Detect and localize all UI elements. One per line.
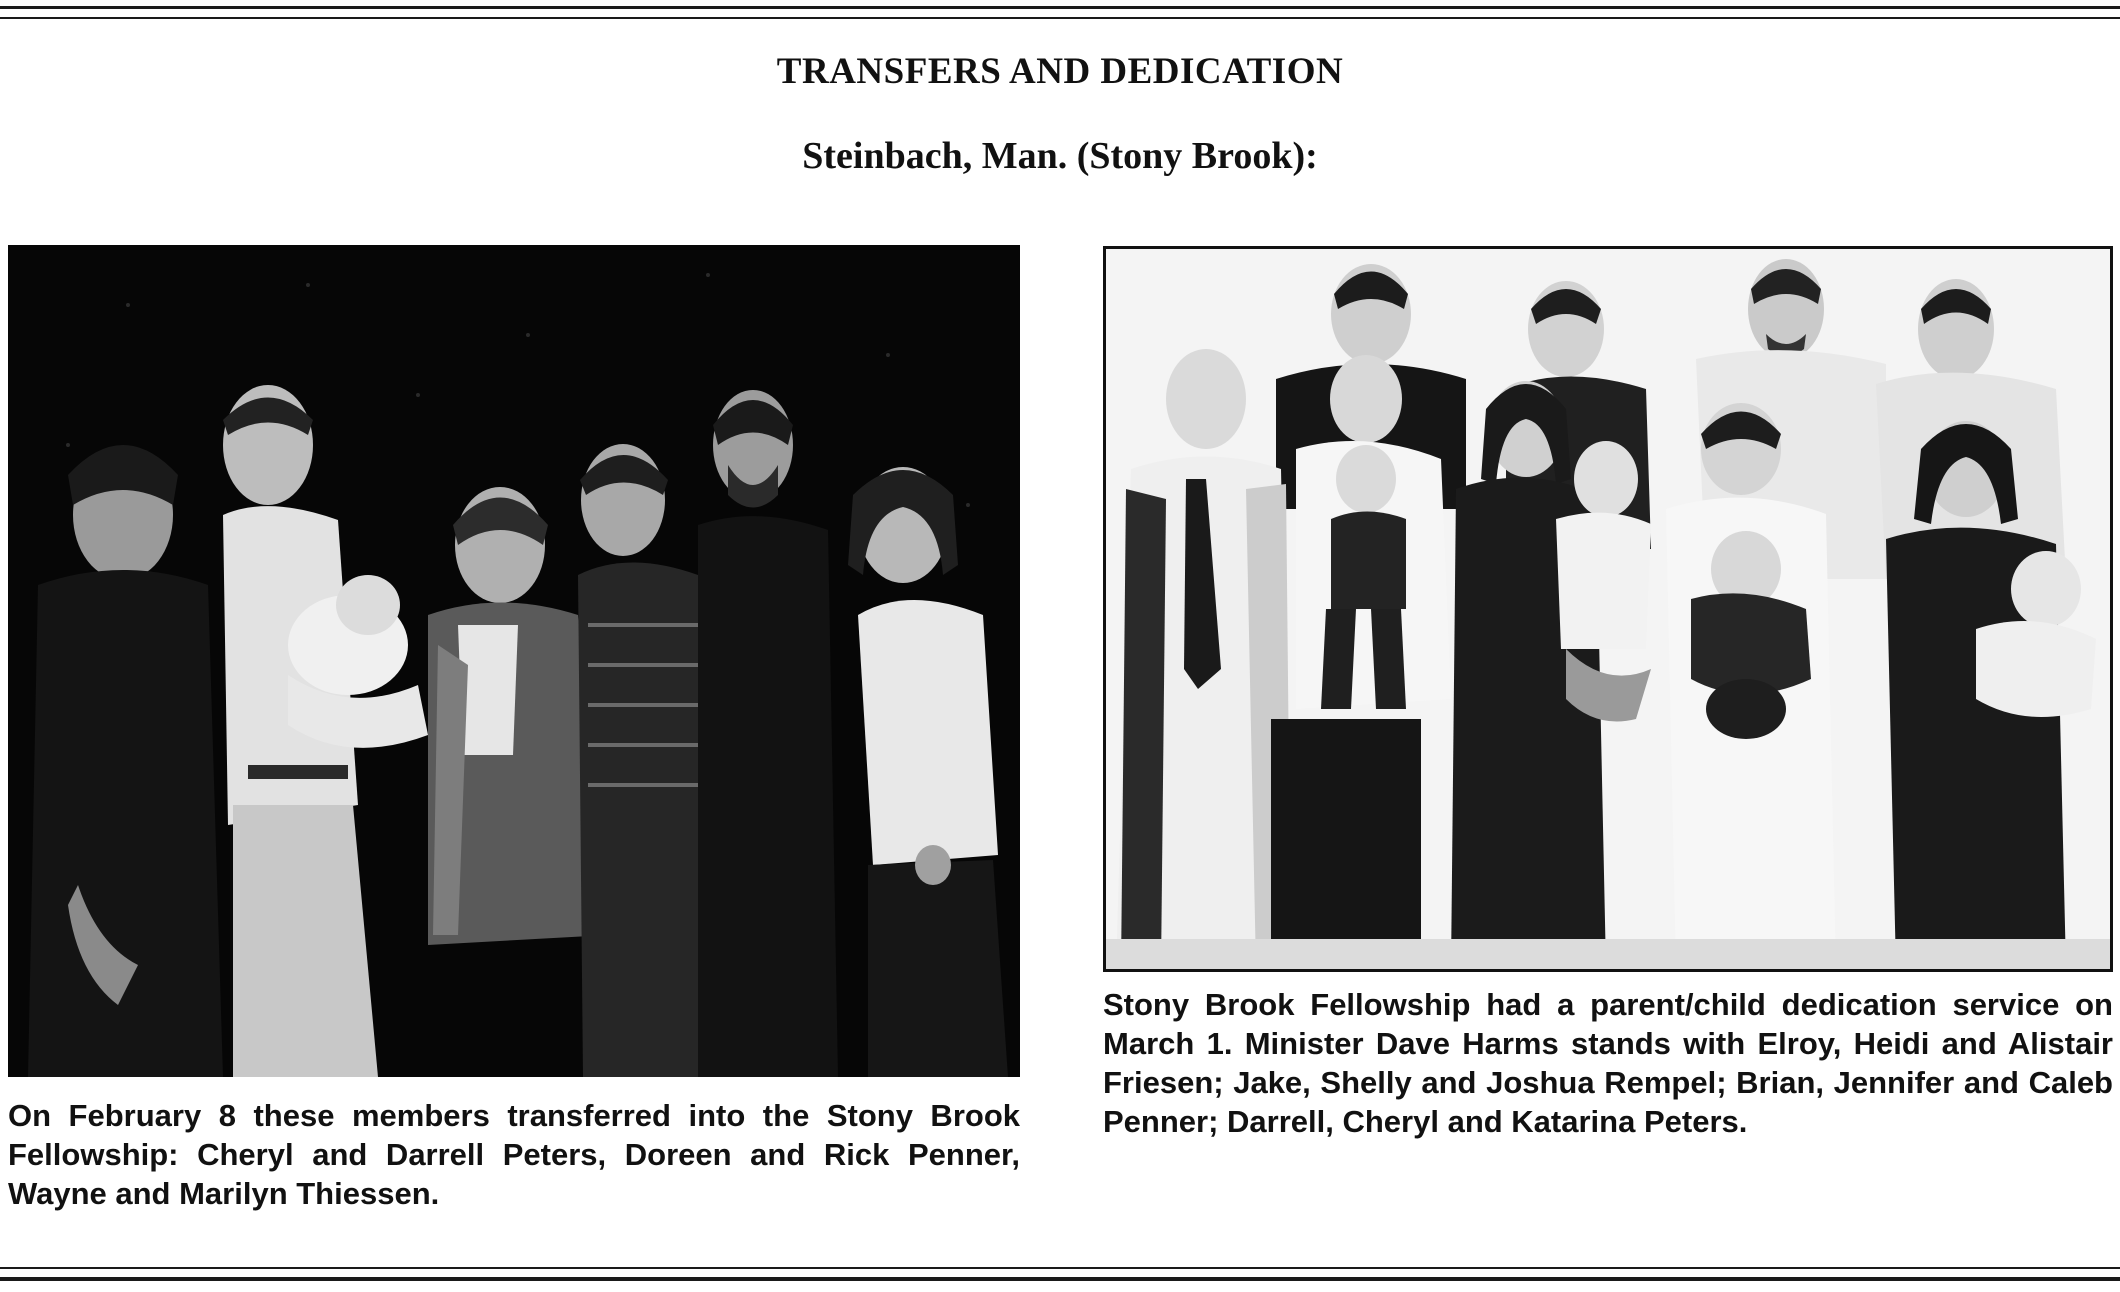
transfer-photo-caption: On February 8 these members transferred into the Stony Brook Fellowship: Cheryl and Darrell Peters, Doreen and Rick Penner, Wayne and Marilyn Thiessen.: [8, 1098, 1020, 1211]
top-rule-thick: [0, 6, 2120, 9]
dedication-photo-caption: Stony Brook Fellowship had a parent/child dedication service on March 1. Minister Dave Harms stands with Elroy, Heidi and Alistair Friesen; Jake, Shelly and Joshua Rempel; Brian, Jennifer and Caleb Penner; Darrell, Cheryl and Katarina Peters.: [1103, 987, 2113, 1139]
transfer-group-photo-image: [8, 245, 1020, 1077]
transfer-group-photo: [8, 245, 1020, 1077]
bottom-rule-thin: [0, 1267, 2120, 1269]
bottom-rule-thick: [0, 1277, 2120, 1281]
dedication-group-photo-image: [1106, 249, 2110, 969]
article-subtitle: Steinbach, Man. (Stony Brook):: [802, 135, 1318, 177]
top-rule-thin: [0, 17, 2120, 19]
dedication-group-photo: [1103, 246, 2113, 972]
article-title: TRANSFERS AND DEDICATION: [776, 51, 1344, 92]
